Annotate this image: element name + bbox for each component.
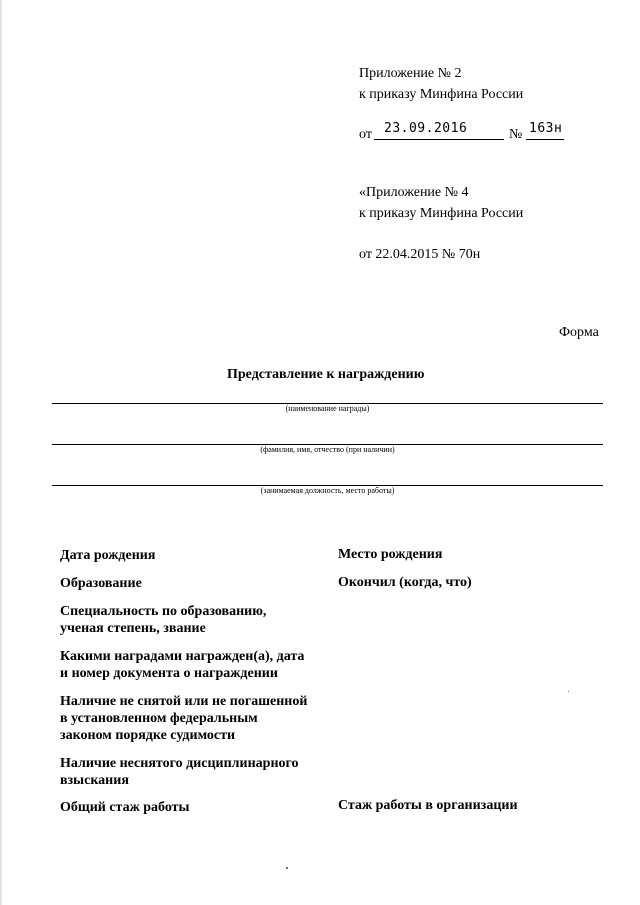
specialty-label-line-1: Специальность по образованию, (60, 604, 267, 619)
appendix-4-order-reference: к приказу Минфина России (359, 206, 524, 221)
conviction-label-line-3: законом порядке судимости (60, 728, 236, 743)
scan-speck (286, 867, 288, 869)
date-underline (374, 139, 504, 140)
education-label: Образование (60, 576, 142, 591)
appendix-number: Приложение № 2 (359, 66, 462, 81)
order-number-value: 163н (529, 121, 563, 136)
awards-label-line-1: Какими наградами награжден(а), дата (60, 649, 305, 664)
full-name-caption: (фамилия, имя, отчество (при наличии) (260, 445, 395, 454)
appendix-4-number: «Приложение № 4 (359, 185, 469, 200)
position-caption: (занимаемая должность, место работы) (260, 486, 395, 495)
specialty-label-line-2: ученая степень, звание (60, 621, 206, 636)
discipline-label-line-1: Наличие неснятого дисциплинарного (60, 756, 299, 771)
number-prefix: № (509, 127, 523, 142)
conviction-label-line-1: Наличие не снятой или не погашенной (60, 694, 308, 709)
date-prefix: от (359, 127, 372, 142)
birth-date-label: Дата рождения (60, 548, 156, 563)
graduated-label: Окончил (когда, что) (338, 575, 472, 590)
conviction-label-line-2: в установленном федеральным (60, 711, 258, 726)
org-experience-label: Стаж работы в организации (338, 798, 518, 813)
award-name-caption: (наименование награды) (285, 404, 370, 413)
scan-speck (568, 691, 569, 692)
discipline-label-line-2: взыскания (60, 773, 129, 788)
appendix-4-order-date: от 22.04.2015 № 70н (359, 247, 481, 262)
total-experience-label: Общий стаж работы (60, 800, 190, 815)
order-date-value: 23.09.2016 (384, 121, 468, 136)
awards-label-line-2: и номер документа о награждении (60, 666, 278, 681)
order-reference: к приказу Минфина России (359, 87, 524, 102)
birth-place-label: Место рождения (338, 547, 443, 562)
form-label: Форма (559, 325, 599, 340)
document-title: Представление к награждению (227, 367, 425, 382)
number-underline (526, 139, 564, 140)
scan-edge (0, 0, 2, 905)
